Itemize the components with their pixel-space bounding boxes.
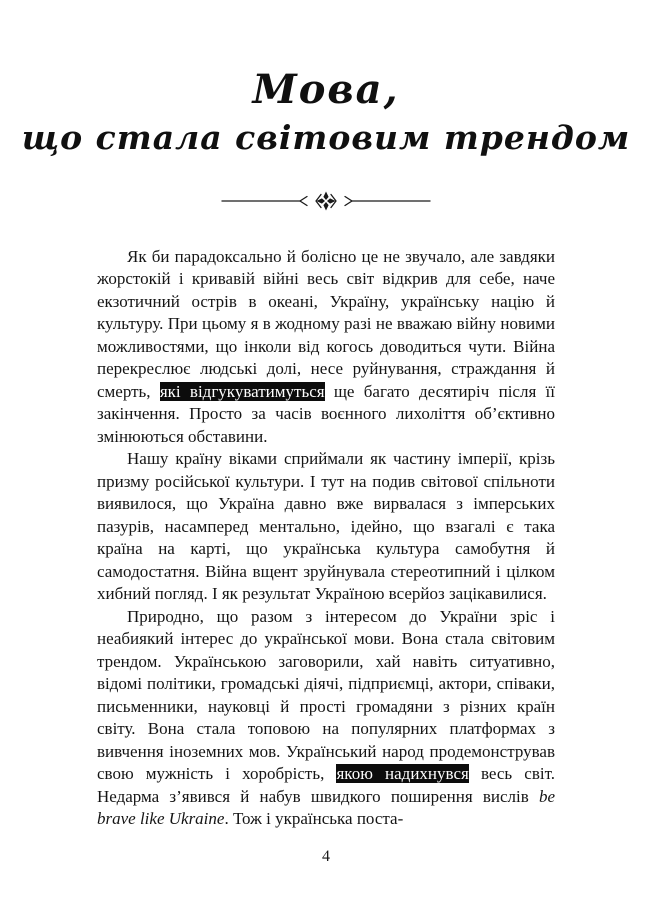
- paragraph-text: . Тож і українська поста-: [224, 809, 404, 829]
- highlighted-phrase: які відгукуватимуться: [159, 381, 325, 401]
- chapter-title-line1: Мова,: [252, 66, 400, 113]
- paragraph-3: [97, 606, 555, 831]
- page-body: [97, 246, 555, 831]
- italic-phrase: be brave like Ukraine: [97, 786, 555, 829]
- paragraph-text: Як би парадоксально й болісно це не звучало, але завдяки жорстокій і кривавій війні весь світ відкрив для себе, наче екзотичний острів в океані, Україну, українську націю й культуру. При цьому я в жодному разі не вважаю війну новими можливостями, що інколи від когось доводиться чути. Війна перекреслює людські долі, несе руйнування, страждання й смерть,: [97, 246, 555, 401]
- paragraph-2: [97, 448, 555, 606]
- paragraph-1: [97, 246, 555, 449]
- paragraph-text: Природно, що разом з інтересом до України зріс і неабиякий інтерес до української мови. Вона стала світовим трендом. Українською заговорили, хай навіть ситуативно, відомі політики, громадські діячі, підприємці, актори, співаки, письменники, науковці й прості громадяни з різних країн світу. Вона стала топовою на популярних платформах з вивчення іноземних мов. Український народ продемонстрував свою мужність і хоробрість,: [97, 606, 555, 784]
- chapter-title: [0, 0, 652, 162]
- page-number: 4: [322, 848, 330, 865]
- paragraph-text: весь світ. Недарма з’явився й набув швидкого поширення вислів: [97, 764, 555, 806]
- highlighted-phrase: якою надихнувся: [336, 764, 469, 784]
- divider-ornament: [0, 188, 652, 214]
- paragraph-text: Нашу країну віками сприймали як частину імперії, крізь призму російської культури. І тут на подив світової спільноти виявилося, що Україна давно вже вирвалася з імперських пазурів, насамперед ментально, ідейно, що взагалі є така країна на карті, що українська культура самобутня й самодостатня. Війна вщент зруйнувала стереотипний і цілком хибний погляд. І як результат Україною всерйоз зацікавилися.: [97, 449, 555, 604]
- paragraph-text: ще багато десятиріч після її закінчення. Просто за часів воєнного лихоліття об’єктивно змінюються обставини.: [97, 381, 555, 446]
- chapter-title-line2: що стала світовим трендом: [21, 118, 631, 157]
- ornament-cross-divider-icon: [216, 188, 436, 214]
